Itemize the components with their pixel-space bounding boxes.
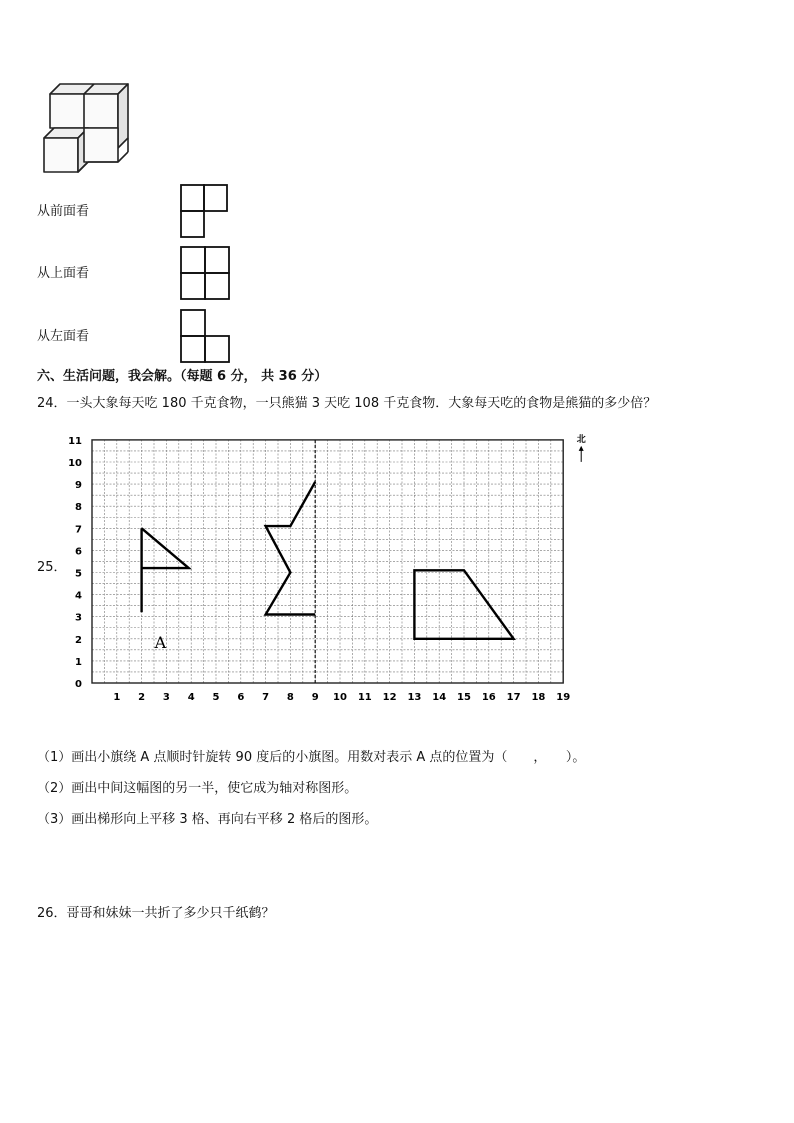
y-tick-label: 11 — [68, 435, 82, 447]
view-label-left: 从左面看 — [37, 329, 90, 344]
question-25-sub2: （2）画出中间这幅图的另一半，使它成为轴对称图形。 — [37, 781, 358, 796]
left-view-figure — [180, 309, 232, 365]
x-tick-label: 5 — [212, 692, 220, 703]
y-tick-label: 3 — [75, 612, 82, 624]
y-tick-label: 9 — [75, 480, 82, 492]
y-tick-label: 5 — [75, 568, 82, 580]
y-tick-label: 7 — [75, 524, 82, 536]
x-tick-label: 13 — [407, 692, 422, 703]
x-tick-label: 2 — [138, 692, 146, 703]
question-25-number: 25． — [37, 560, 67, 575]
x-tick-label: 15 — [457, 692, 471, 703]
north-arrow-head — [579, 446, 584, 451]
question-26: 26．哥哥和妹妹一共折了多少只千纸鹤？ — [37, 906, 275, 921]
x-tick-label: 18 — [531, 692, 546, 703]
y-tick-label: 4 — [75, 590, 82, 602]
x-tick-label: 3 — [162, 692, 170, 703]
x-tick-label: 12 — [382, 692, 397, 703]
x-tick-label: 11 — [357, 692, 372, 703]
coordinate-grid — [60, 425, 600, 710]
cube-stack-figure — [40, 80, 135, 180]
x-tick-label: 6 — [237, 692, 245, 703]
x-tick-label: 4 — [187, 692, 195, 703]
question-25-sub3: （3）画出梯形向上平移 3 格、再向右平移 2 格后的图形。 — [37, 812, 378, 827]
question-24: 24．一头大象每天吃 180 千克食物，一只熊猫 3 天吃 108 千克食物．大象每天吃的食物是熊猫的多少倍？ — [37, 396, 657, 411]
x-tick-label: 16 — [481, 692, 496, 703]
x-tick-label: 17 — [506, 692, 521, 703]
question-25-sub1: （1）画出小旗绕 A 点顺时针旋转 90 度后的小旗图。用数对表示 A 点的位置为（ ， ）。 — [37, 750, 586, 765]
y-tick-label: 6 — [75, 546, 82, 558]
x-tick-label: 7 — [262, 692, 270, 703]
y-tick-label: 2 — [75, 634, 82, 646]
view-label-top: 从上面看 — [37, 266, 90, 281]
north-label: 北 — [576, 434, 586, 445]
x-tick-label: 8 — [286, 692, 294, 703]
flag-triangle — [142, 528, 189, 568]
y-tick-label: 0 — [75, 679, 82, 690]
y-tick-label: 10 — [68, 458, 82, 469]
front-view-figure — [180, 184, 230, 238]
top-view-figure — [180, 246, 232, 302]
x-tick-label: 9 — [311, 692, 319, 703]
x-tick-label: 14 — [432, 692, 447, 703]
y-tick-label: 1 — [75, 656, 82, 668]
x-tick-label: 19 — [556, 692, 571, 703]
x-tick-label: 10 — [333, 692, 347, 703]
view-label-front: 从前面看 — [37, 204, 90, 219]
section-six-heading: 六、生活问题，我会解。（每题 6 分， 共 36 分） — [37, 369, 328, 384]
y-tick-label: 8 — [75, 502, 82, 514]
x-tick-label: 1 — [113, 692, 121, 703]
point-a-label: A — [154, 632, 167, 652]
